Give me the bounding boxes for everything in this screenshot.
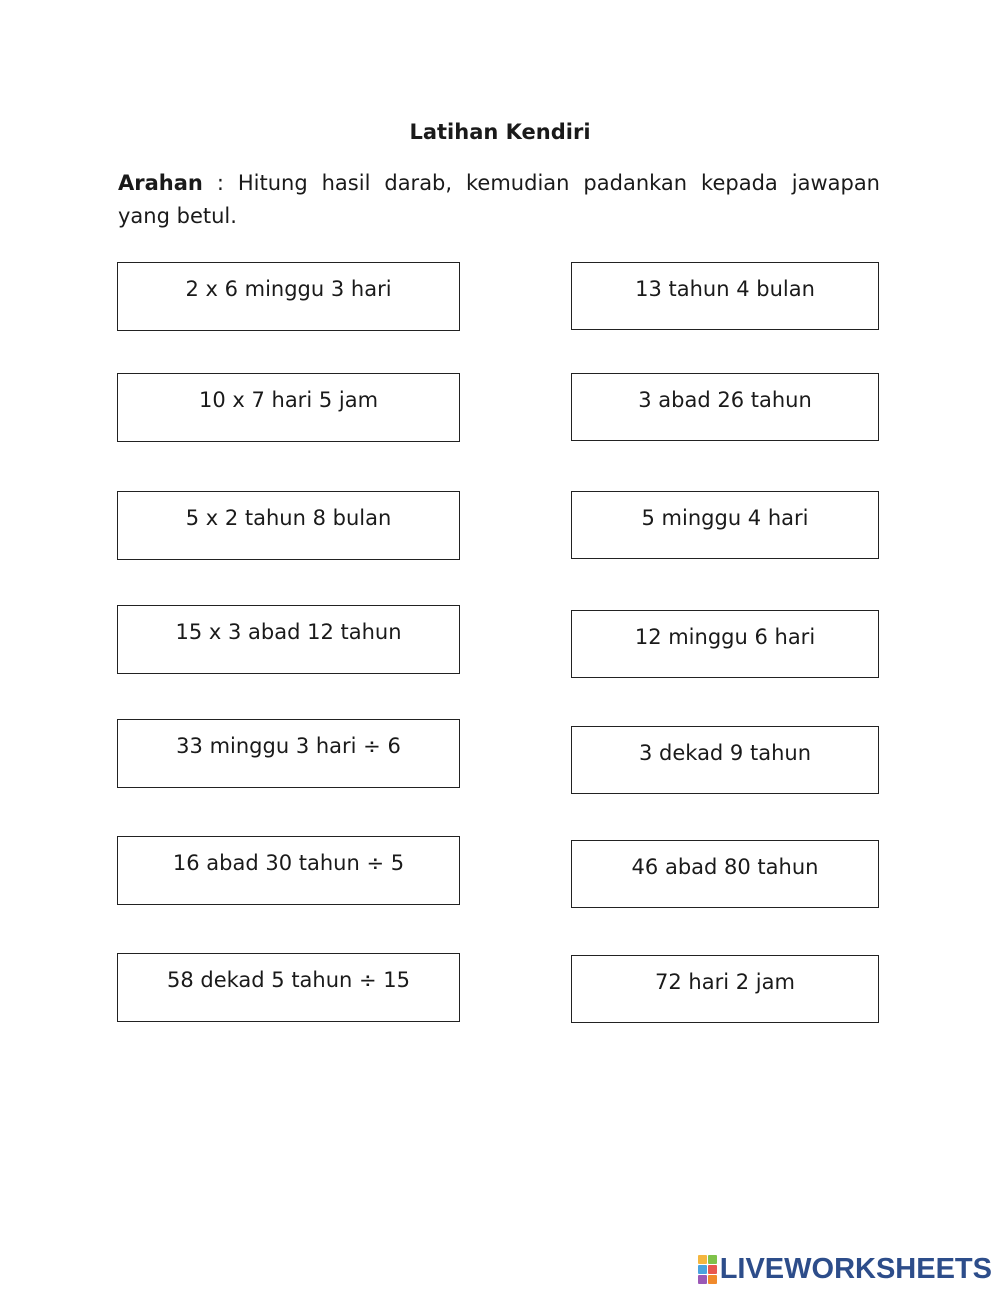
instruction <box>118 167 880 233</box>
answer-box-6[interactable]: 46 abad 80 tahun <box>571 840 879 908</box>
logo-block <box>698 1265 707 1274</box>
liveworksheets-footer[interactable] <box>698 1253 992 1285</box>
logo-block <box>708 1255 717 1264</box>
question-box-1[interactable]: 2 x 6 minggu 3 hari <box>117 262 460 331</box>
answer-box-5[interactable]: 3 dekad 9 tahun <box>571 726 879 794</box>
brand-name: LIVEWORKSHEETS <box>719 1252 992 1285</box>
logo-block <box>698 1255 707 1264</box>
logo-block <box>698 1275 707 1284</box>
question-box-2[interactable]: 10 x 7 hari 5 jam <box>117 373 460 442</box>
answer-box-1[interactable]: 13 tahun 4 bulan <box>571 262 879 330</box>
answer-box-4[interactable]: 12 minggu 6 hari <box>571 610 879 678</box>
instruction-text: : Hitung hasil darab, kemudian padankan kepada jawapan yang betul. <box>118 171 880 228</box>
answer-box-2[interactable]: 3 abad 26 tahun <box>571 373 879 441</box>
answer-box-7[interactable]: 72 hari 2 jam <box>571 955 879 1023</box>
worksheet-title: Latihan Kendiri <box>409 120 591 144</box>
logo-block <box>708 1265 717 1274</box>
question-box-7[interactable]: 58 dekad 5 tahun ÷ 15 <box>117 953 460 1022</box>
question-box-3[interactable]: 5 x 2 tahun 8 bulan <box>117 491 460 560</box>
answer-box-3[interactable]: 5 minggu 4 hari <box>571 491 879 559</box>
question-box-6[interactable]: 16 abad 30 tahun ÷ 5 <box>117 836 460 905</box>
liveworksheets-logo-icon <box>698 1255 717 1284</box>
logo-block <box>708 1275 717 1284</box>
question-box-5[interactable]: 33 minggu 3 hari ÷ 6 <box>117 719 460 788</box>
instruction-label: Arahan <box>118 171 203 195</box>
question-box-4[interactable]: 15 x 3 abad 12 tahun <box>117 605 460 674</box>
